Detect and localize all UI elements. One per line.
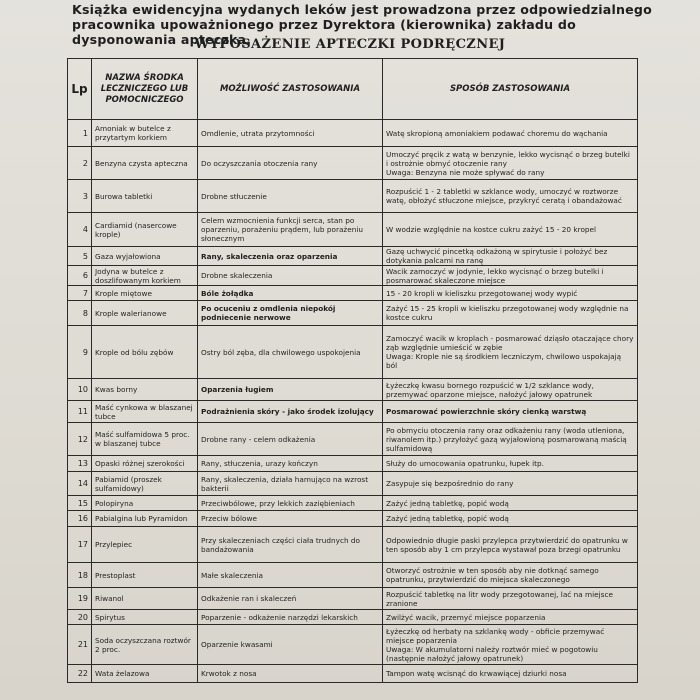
table-row xyxy=(68,423,638,456)
row-use: Rany, skaleczenia, działa hamująco na wzrost bakterii xyxy=(198,472,383,496)
row-number: 21 xyxy=(68,625,92,665)
row-name: Riwanol xyxy=(92,588,198,610)
row-method: Odpowiednio długie paski przylepca przytwierdzić do opatrunku w ten sposób aby 1 cm przylepca wystawał poza brzegi opatrunku xyxy=(383,527,638,563)
row-method: Otworzyć ostrożnie w ten sposób aby nie dotknąć samego opatrunku, przytwierdzić do miejsca skaleczonego xyxy=(383,563,638,588)
row-number: 7 xyxy=(68,286,92,301)
table-row xyxy=(68,379,638,401)
row-name: Spirytus xyxy=(92,610,198,625)
row-name: Opaski różnej szerokości xyxy=(92,456,198,472)
row-number: 13 xyxy=(68,456,92,472)
header-name: NAZWA ŚRODKA LECZNICZEGO LUB POMOCNICZEGO xyxy=(92,59,198,120)
row-method: Zażyć 15 - 25 kropli w kieliszku przegotowanej wody względnie na kostce cukru xyxy=(383,301,638,326)
row-name: Maść cynkowa w blaszanej tubce xyxy=(92,401,198,423)
row-method: Umoczyć pręcik z watą w benzynie, lekko wycisnąć o brzeg butelki i ostrożnie obmyć otoczenie rany Uwaga: Benzyna nie może spływać do rany xyxy=(383,147,638,180)
row-method: W wodzie względnie na kostce cukru zażyć 15 - 20 kropel xyxy=(383,213,638,247)
table-row xyxy=(68,147,638,180)
table-row xyxy=(68,180,638,213)
first-aid-table xyxy=(67,58,638,683)
intro-text: Książka ewidencyjna wydanych leków jest prowadzona przez odpowiedzialnego pracownika upoważnionego przez Dyrektora (kierownika) zakładu do dysponowania apteczką. xyxy=(72,2,652,47)
row-number: 17 xyxy=(68,527,92,563)
table-row xyxy=(68,213,638,247)
row-method: Tampon watę wcisnąć do krwawiącej dziurki nosa xyxy=(383,665,638,683)
row-name: Burowa tabletki xyxy=(92,180,198,213)
row-number: 20 xyxy=(68,610,92,625)
row-number: 12 xyxy=(68,423,92,456)
row-method: Posmarować powierzchnie skóry cienką warstwą xyxy=(383,401,638,423)
row-number: 2 xyxy=(68,147,92,180)
row-use: Drobne rany - celem odkażenia xyxy=(198,423,383,456)
row-name: Amoniak w butelce z przytartym korkiem xyxy=(92,120,198,147)
table-row xyxy=(68,511,638,527)
row-use: Po ocuceniu z omdlenia niepokój podniecenie nerwowe xyxy=(198,301,383,326)
header-use: MOŻLIWOŚĆ ZASTOSOWANIA xyxy=(198,59,383,120)
row-number: 22 xyxy=(68,665,92,683)
row-name: Polopiryna xyxy=(92,496,198,511)
table-row xyxy=(68,401,638,423)
row-use: Odkażenie ran i skaleczeń xyxy=(198,588,383,610)
row-name: Maść sulfamidowa 5 proc. w blaszanej tubce xyxy=(92,423,198,456)
row-number: 16 xyxy=(68,511,92,527)
row-use: Przeciwbólowe, przy lekkich zaziębieniach xyxy=(198,496,383,511)
row-number: 9 xyxy=(68,326,92,379)
row-method: Łyżeczkę kwasu bornego rozpuścić w 1/2 szklance wody, przemywać oparzone miejsce, nałożyć jałowy opatrunek xyxy=(383,379,638,401)
table-row xyxy=(68,496,638,511)
row-method: Zwilżyć wacik, przemyć miejsce poparzenia xyxy=(383,610,638,625)
row-name: Pabiamid (proszek sulfamidowy) xyxy=(92,472,198,496)
row-use: Bóle żołądka xyxy=(198,286,383,301)
row-name: Krople walerianowe xyxy=(92,301,198,326)
row-name: Cardiamid (nasercowe krople) xyxy=(92,213,198,247)
row-use: Poparzenie - odkażenie narzędzi lekarskich xyxy=(198,610,383,625)
row-name: Krople miętowe xyxy=(92,286,198,301)
row-use: Do oczyszczania otoczenia rany xyxy=(198,147,383,180)
row-use: Przy skaleczeniach części ciała trudnych do bandażowania xyxy=(198,527,383,563)
table-row xyxy=(68,472,638,496)
row-method: Wacik zamoczyć w jodynie, lekko wycisnąć o brzeg butelki i posmarować skaleczone miejsce xyxy=(383,266,638,286)
row-use: Krwotok z nosa xyxy=(198,665,383,683)
row-number: 1 xyxy=(68,120,92,147)
table-row xyxy=(68,527,638,563)
table-header-row xyxy=(68,59,638,120)
row-use: Rany, stłuczenia, urazy kończyn xyxy=(198,456,383,472)
row-name: Jodyna w butelce z doszlifowanym korkiem xyxy=(92,266,198,286)
row-name: Kwas borny xyxy=(92,379,198,401)
row-use: Ostry ból zęba, dla chwilowego uspokojenia xyxy=(198,326,383,379)
row-use: Omdlenie, utrata przytomności xyxy=(198,120,383,147)
table-row xyxy=(68,625,638,665)
row-number: 6 xyxy=(68,266,92,286)
row-use: Oparzenie kwasami xyxy=(198,625,383,665)
table-row xyxy=(68,326,638,379)
table-row xyxy=(68,301,638,326)
row-use: Drobne stłuczenie xyxy=(198,180,383,213)
row-name: Prestoplast xyxy=(92,563,198,588)
row-method: 15 - 20 kropli w kieliszku przegotowanej wody wypić xyxy=(383,286,638,301)
row-number: 5 xyxy=(68,247,92,266)
row-method: Watę skropioną amoniakiem podawać choremu do wąchania xyxy=(383,120,638,147)
row-number: 3 xyxy=(68,180,92,213)
row-use: Drobne skaleczenia xyxy=(198,266,383,286)
table-row xyxy=(68,266,638,286)
row-method: Zasypuje się bezpośrednio do rany xyxy=(383,472,638,496)
row-method: Rozpuścić tabletkę na litr wody przegotowanej, lać na miejsce zranione xyxy=(383,588,638,610)
row-method: Zażyć jedną tabletkę, popić wodą xyxy=(383,496,638,511)
row-number: 4 xyxy=(68,213,92,247)
row-number: 11 xyxy=(68,401,92,423)
row-use: Małe skaleczenia xyxy=(198,563,383,588)
table-row xyxy=(68,588,638,610)
table-row xyxy=(68,610,638,625)
table-row xyxy=(68,286,638,301)
row-number: 10 xyxy=(68,379,92,401)
row-use: Rany, skaleczenia oraz oparzenia xyxy=(198,247,383,266)
table-body xyxy=(68,120,638,683)
row-method: Służy do umocowania opatrunku, łupek itp. xyxy=(383,456,638,472)
table-row xyxy=(68,665,638,683)
row-number: 15 xyxy=(68,496,92,511)
table-row xyxy=(68,120,638,147)
table-row xyxy=(68,563,638,588)
row-name: Benzyna czysta apteczna xyxy=(92,147,198,180)
header-method: SPOSÓB ZASTOSOWANIA xyxy=(383,59,638,120)
row-method: Po obmyciu otoczenia rany oraz odkażeniu rany (woda utleniona, riwanolem itp.) przyłożyć gazą wyjałowioną posmarowaną maścią sulfamidową xyxy=(383,423,638,456)
row-method: Rozpuścić 1 - 2 tabletki w szklance wody, umoczyć w roztworze watę, obłożyć stłuczone miejsce, przykryć ceratą i obandażować xyxy=(383,180,638,213)
table-row xyxy=(68,247,638,266)
row-use: Podrażnienia skóry - jako środek izolujący xyxy=(198,401,383,423)
row-name: Soda oczyszczana roztwór 2 proc. xyxy=(92,625,198,665)
row-number: 8 xyxy=(68,301,92,326)
row-number: 18 xyxy=(68,563,92,588)
row-name: Przylepiec xyxy=(92,527,198,563)
row-number: 19 xyxy=(68,588,92,610)
page-title: WYPOSAŻENIE APTECZKI PODRĘCZNEJ xyxy=(194,37,506,52)
row-name: Wata żelazowa xyxy=(92,665,198,683)
header-lp: Lp xyxy=(68,59,92,120)
row-method: Zażyć jedną tabletkę, popić wodą xyxy=(383,511,638,527)
row-name: Pabialgina lub Pyramidon xyxy=(92,511,198,527)
row-number: 14 xyxy=(68,472,92,496)
row-method: Zamoczyć wacik w kroplach - posmarować dziąsło otaczające chory ząb względnie umieścić w zębie Uwaga: Krople nie są środkiem leczniczym, chwilowo uspokajają ból xyxy=(383,326,638,379)
row-name: Gaza wyjałowiona xyxy=(92,247,198,266)
table-row xyxy=(68,456,638,472)
row-use: Oparzenia ługiem xyxy=(198,379,383,401)
row-method: Łyżeczkę od herbaty na szklankę wody - obficie przemywać miejsce poparzenia Uwaga: W akumulatorni należy roztwór mieć w pogotowiu (następnie nałożyć jałowy opatrunek) xyxy=(383,625,638,665)
row-method: Gazę uchwycić pincetką odkażoną w spirytusie i położyć bez dotykania palcami na ranę xyxy=(383,247,638,266)
row-use: Celem wzmocnienia funkcji serca, stan po oparzeniu, porażeniu prądem, lub porażeniu słonecznym xyxy=(198,213,383,247)
row-use: Przeciw bólowe xyxy=(198,511,383,527)
row-name: Krople od bólu zębów xyxy=(92,326,198,379)
